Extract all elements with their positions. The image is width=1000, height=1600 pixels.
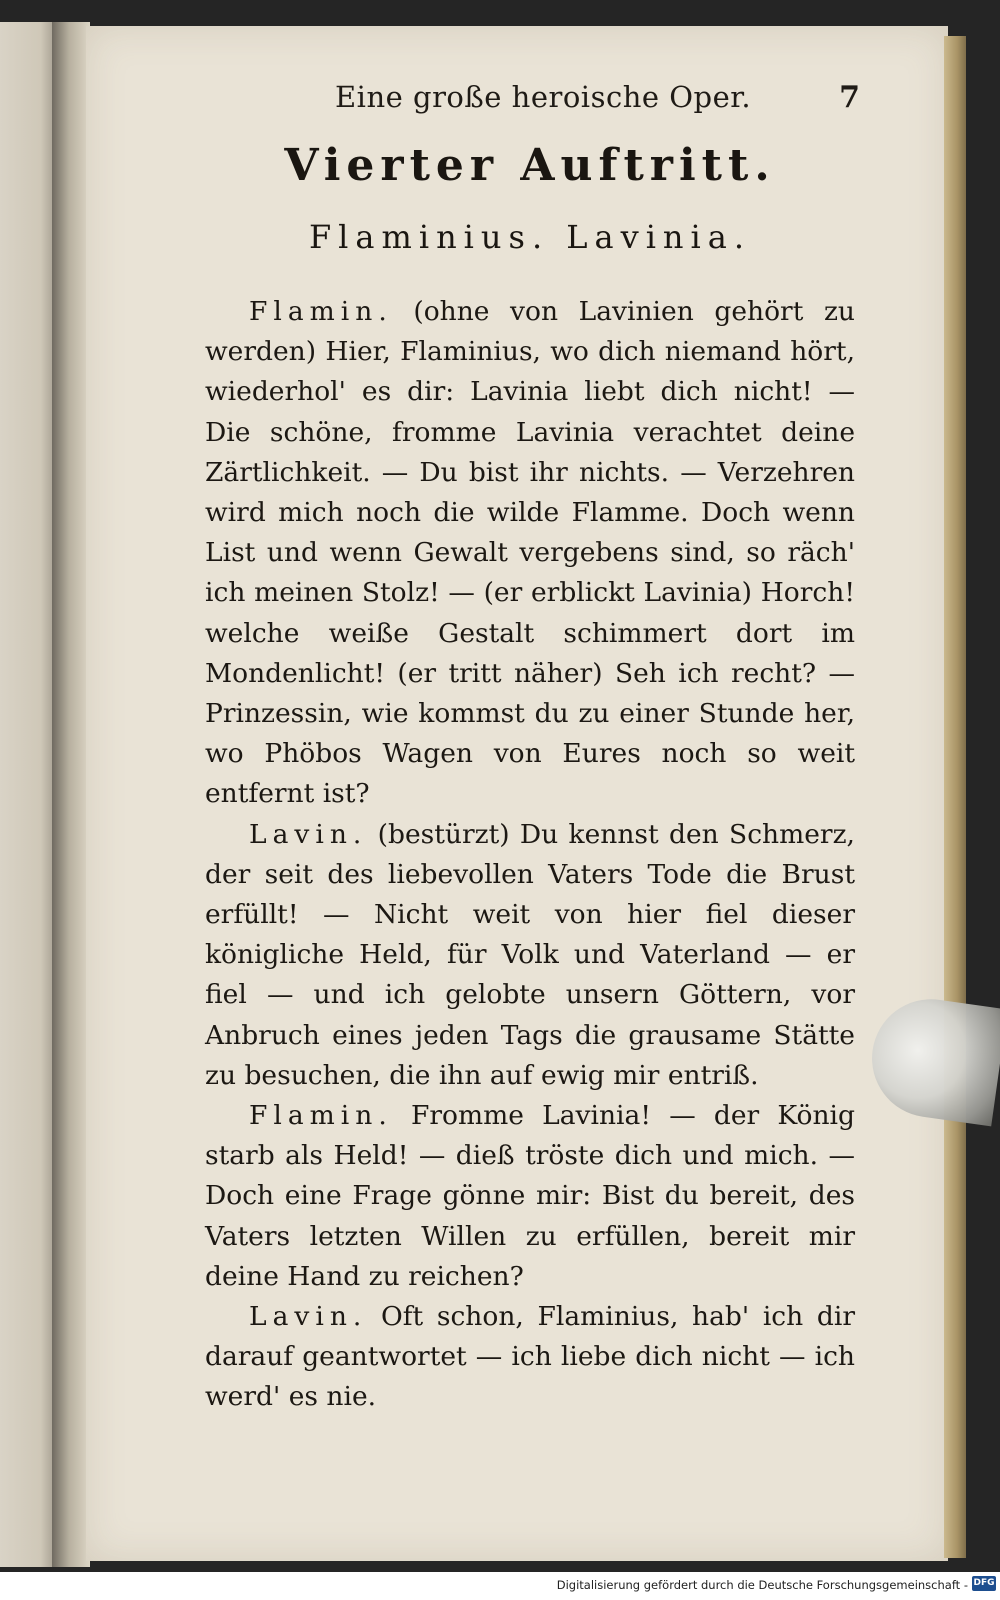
speaker-name: Flamin. [249,296,393,327]
dialogue-body [205,292,855,1418]
dialogue-paragraph [205,292,855,815]
page-stack-edge [944,36,966,1558]
book-gutter [52,22,90,1567]
dialogue-paragraph [205,1096,855,1297]
page-number: 7 [839,80,860,115]
speech-text: Fromme Lavinia! — der König starb als Held! — dieß tröste dich und mich. — Doch eine Frage gönne mir: Bist du bereit, des Vaters letzten Willen zu erfüllen, bereit mir deine Hand zu reichen? [205,1100,855,1292]
speaker-name: Lavin. [249,1301,368,1333]
speech-text: (ohne von Lavinien gehört zu werden) Hier, Flaminius, wo dich niemand hört, wiederhol' es dir: Lavinia liebt dich nicht! — Die schöne, fromme Lavinia verachtet deine Zärtlichkeit. — Du bist ihr nichts. — Verzehren wird mich noch die wilde Flamme. Doch wenn List und wenn Gewalt vergebens sind, so räch' ich meinen Stolz! — (er erblickt Lavinia) Horch! welche weiße Gestalt schimmert dort im Mondenlicht! (er tritt näher) Seh ich recht? — Prinzessin, wie kommst du zu einer Stunde her, wo Phöbos Wagen von Eures noch so weit entfernt ist? [205,296,855,810]
page-header [250,80,860,124]
dfg-logo-icon: DFG [972,1576,996,1591]
speech-text: (bestürzt) Du kennst den Schmerz, der seit des liebevollen Vaters Tode die Brust erfüllt! — Nicht weit von hier fiel dieser königliche Held, für Volk und Vaterland — er fiel — und ich gelobte unsern Göttern, vor Anbruch eines jeden Tags die grausame Stätte zu besuchen, die ihn auf ewig mir entriß. [205,818,855,1091]
speaker-name: Flamin. [249,1100,393,1132]
speaker-name: Lavin. [249,818,368,850]
scene-title: Vierter Auftritt. [284,140,776,191]
speech-text: Oft schon, Flaminius, hab' ich dir darauf geantwortet — ich liebe dich nicht — ich werd' es nie. [205,1301,855,1413]
character-list: Flaminius. Lavinia. [308,218,752,256]
funding-credit: Digitalisierung gefördert durch die Deutsche Forschungsgemeinschaft - [556,1578,968,1592]
running-head: Eine große heroische Oper. [335,80,752,114]
dialogue-paragraph [205,1297,855,1418]
dialogue-paragraph [205,815,855,1096]
facing-page-edge [0,22,58,1567]
